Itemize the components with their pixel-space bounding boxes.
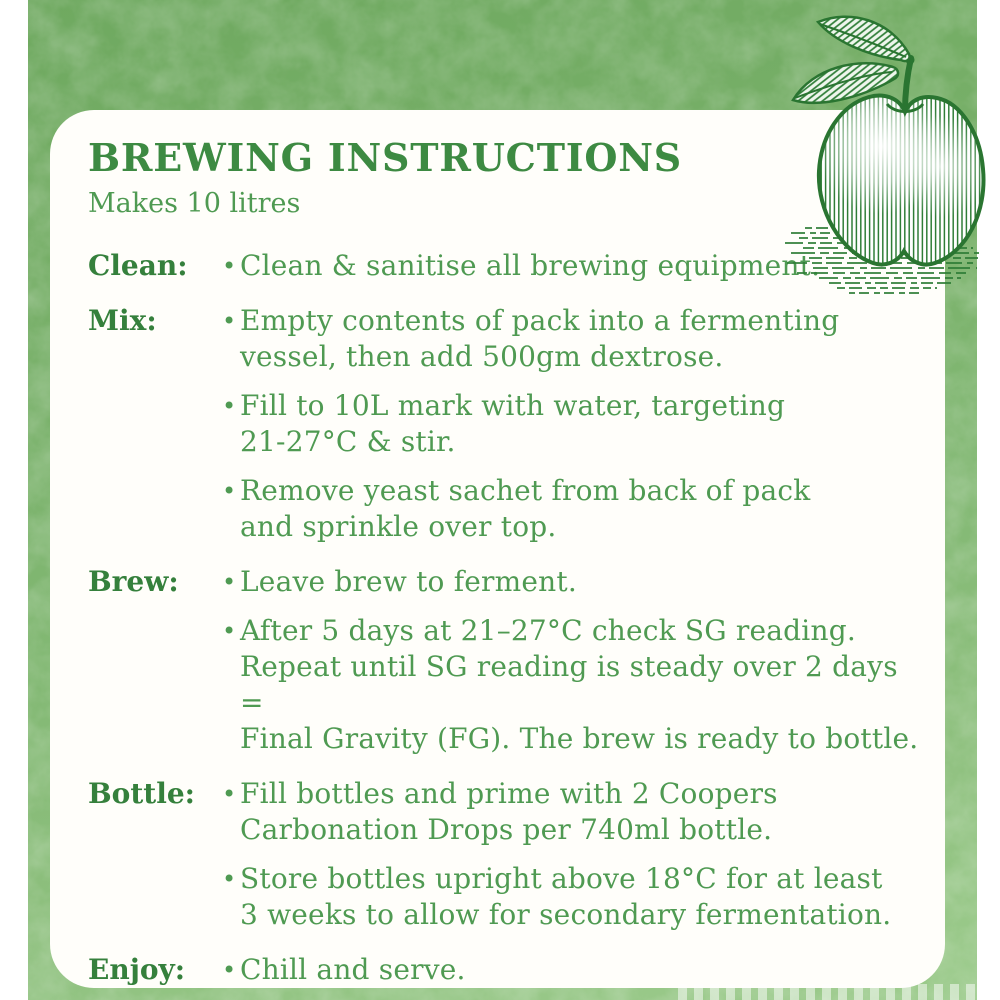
green-watercolor-background [28, 0, 977, 1000]
apple-engraving-icon [775, 8, 989, 300]
instruction-bullet [222, 613, 919, 757]
instruction-line: 3 weeks to allow for secondary fermentation. [240, 898, 892, 931]
instruction-line: Clean & sanitise all brewing equipment. [240, 249, 821, 282]
instruction-line: and sprinkle over top. [240, 510, 557, 543]
watercolor-edge-texture [678, 984, 977, 1000]
instruction-bullet [222, 388, 919, 460]
instruction-bullet [222, 861, 919, 933]
instruction-line: vessel, then add 500gm dextrose. [240, 340, 724, 373]
instruction-line: 21-27°C & stir. [240, 425, 456, 458]
instruction-bullet [222, 303, 919, 375]
step-label: Enjoy: [88, 953, 186, 986]
step-label: Brew: [88, 565, 179, 598]
instruction-bullet [222, 776, 919, 848]
bullet-dot: • [222, 568, 237, 596]
step-label: Bottle: [88, 777, 195, 810]
apple-leaf-upper [818, 17, 910, 61]
instruction-line: Leave brew to ferment. [240, 565, 577, 598]
instruction-line: After 5 days at 21–27°C check SG reading. [240, 614, 856, 647]
instruction-line: Repeat until SG reading is steady over 2 days = [240, 650, 898, 719]
page-title: BREWING INSTRUCTIONS [88, 135, 683, 180]
bullet-dot: • [222, 780, 237, 808]
instruction-section-enjoy [88, 952, 919, 988]
instruction-section-bottle [88, 776, 919, 933]
bullet-dot: • [222, 392, 237, 420]
instruction-list [88, 248, 919, 988]
bullet-dot: • [222, 252, 237, 280]
step-label: Mix: [88, 304, 157, 337]
instruction-line: Fill to 10L mark with water, targeting [240, 389, 786, 422]
bullet-dot: • [222, 956, 237, 984]
instruction-line: Carbonation Drops per 740ml bottle. [240, 813, 773, 846]
instruction-bullet [222, 473, 919, 545]
bullet-dot: • [222, 617, 237, 645]
instruction-line: Final Gravity (FG). The brew is ready to bottle. [240, 722, 919, 755]
instruction-bullet [222, 564, 919, 600]
yield-note: Makes 10 litres [88, 188, 301, 219]
apple-fruit [819, 96, 984, 265]
instruction-line: Remove yeast sachet from back of pack [240, 474, 811, 507]
bullet-dot: • [222, 307, 237, 335]
instruction-section-brew [88, 564, 919, 757]
instruction-line: Empty contents of pack into a fermenting [240, 304, 840, 337]
instruction-bullet [222, 952, 919, 988]
instruction-section-mix [88, 303, 919, 545]
instruction-line: Chill and serve. [240, 953, 466, 986]
instruction-line: Store bottles upright above 18°C for at least [240, 862, 883, 895]
step-label: Clean: [88, 249, 188, 282]
instruction-line: Fill bottles and prime with 2 Coopers [240, 777, 778, 810]
bullet-dot: • [222, 477, 237, 505]
bullet-dot: • [222, 865, 237, 893]
